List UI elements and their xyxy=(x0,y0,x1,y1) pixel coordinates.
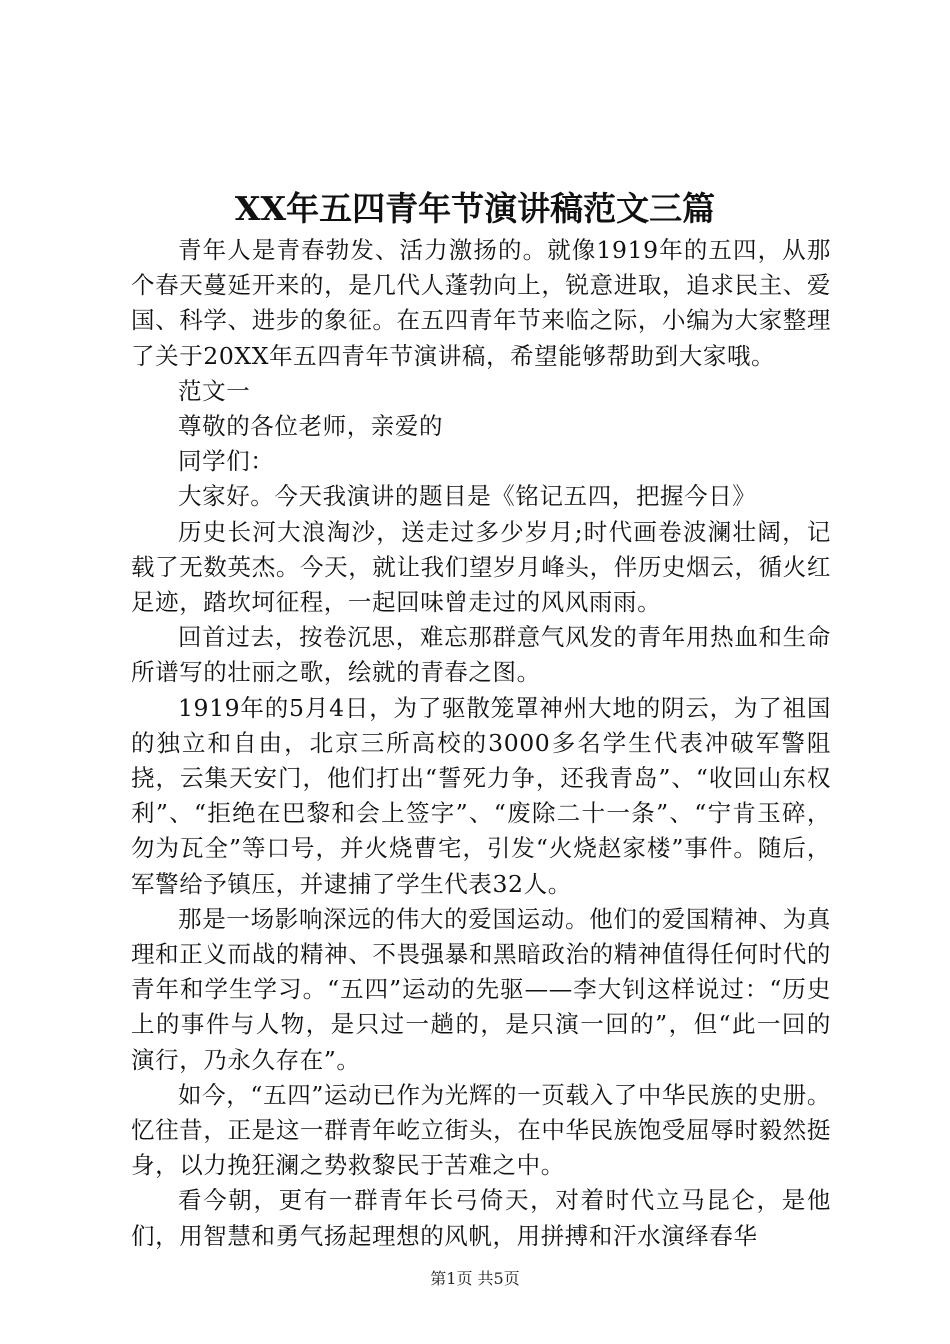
document-body xyxy=(131,233,831,1254)
page-footer: 第1页 共5页 xyxy=(430,1269,520,1288)
document-title: XX年五四青年节演讲稿范文三篇 xyxy=(234,189,716,228)
paragraph-body: 历史长河大浪淘沙，送走过多少岁月;时代画卷波澜壮阔，记载了无数英杰。今天，就让我们望岁月峰头，伴历史烟云，循火红足迹，踏坎坷征程，一起回味曾走过的风风雨雨。 xyxy=(131,517,831,617)
paragraph-intro: 青年人是青春勃发、活力激扬的。就像1919年的五四，从那个春天蔓延开来的，是几代人蓬勃向上，锐意进取，追求民主、爱国、科学、进步的象征。在五四青年节来临之际，小编为大家整理了关于20XX年五四青年节演讲稿，希望能够帮助到大家哦。 xyxy=(131,236,831,370)
paragraph-body: 1919年的5月4日，为了驱散笼罩神州大地的阴云，为了祖国的独立和自由，北京三所高校的3000多名学生代表冲破军警阻挠，云集天安门，他们打出“誓死力争，还我青岛”、“收回山东权利”、“拒绝在巴黎和会上签字”、“废除二十一条”、“宁肯玉碎，勿为瓦全”等口号，并火烧曹宅，引发“火烧赵家楼”事件。随后，军警给予镇压，并逮捕了学生代表32人。 xyxy=(131,693,831,898)
paragraph-salutation-2: 同学们： xyxy=(178,447,275,476)
paragraph-body: 那是一场影响深远的伟大的爱国运动。他们的爱国精神、为真理和正义而战的精神、不畏强暴和黑暗政治的精神值得任何时代的青年和学生学习。“五四”运动的先驱——李大钊这样说过：“历史上的事件与人物，是只过一趟的，是只演一回的”，但“此一回的演行，乃永久存在”。 xyxy=(131,904,831,1074)
paragraph-greeting: 大家好。今天我演讲的题目是《铭记五四，把握今日》 xyxy=(178,482,757,511)
paragraph-section-heading: 范文一 xyxy=(178,376,251,405)
paragraph-salutation: 尊敬的各位老师，亲爱的 xyxy=(178,412,444,441)
paragraph-body: 如今，“五四”运动已作为光辉的一页载入了中华民族的史册。忆往昔，正是这一群青年屹立街头，在中华民族饱受屈辱时毅然挺身，以力挽狂澜之势救黎民于苦难之中。 xyxy=(131,1080,831,1180)
paragraph-body: 回首过去，按卷沉思，难忘那群意气风发的青年用热血和生命所谱写的壮丽之歌，绘就的青春之图。 xyxy=(131,623,831,687)
paragraph-body: 看今朝，更有一群青年长弓倚天，对着时代立马昆仑，是他们，用智慧和勇气扬起理想的风帆，用拼搏和汗水演绎春华 xyxy=(131,1186,831,1250)
